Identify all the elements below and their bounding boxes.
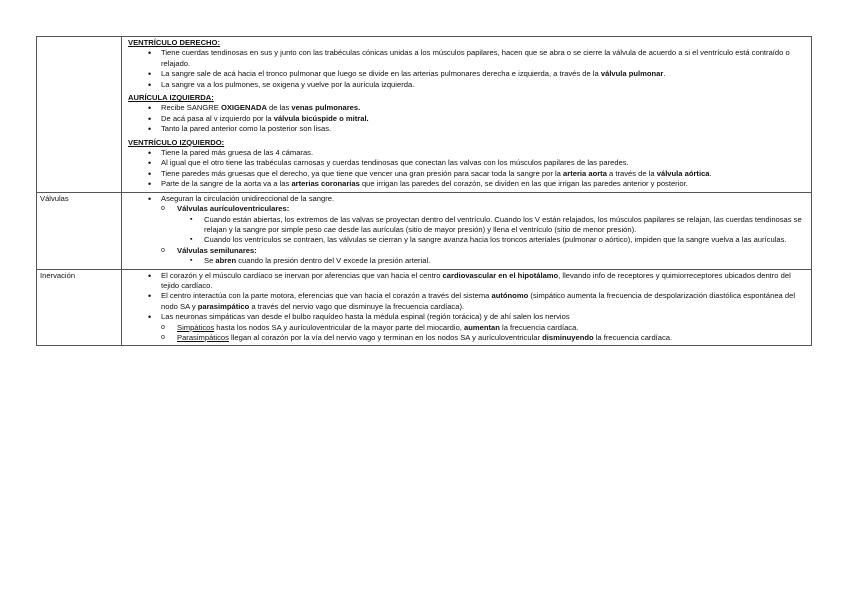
- text: Cuando los ventrículos se contraen, las válvulas se cierran y la sangre avanza hacia los troncos arteriales (pulmonar o aórtico), impiden que la sangre vuelva a las aurículas.: [204, 235, 787, 245]
- bold-text: parasimpático: [197, 301, 250, 311]
- text: hasta los nodos SA y aurículoventricular de la mayor parte del miocardio,: [214, 322, 465, 332]
- text: Se: [204, 256, 216, 266]
- bullet-list: [128, 103, 805, 113]
- bullet-list: [128, 80, 805, 90]
- text: , llevando info de receptores y quimiorreceptores ubicados dentro del tejido cardíaco.: [161, 270, 791, 290]
- bullet-list: [128, 48, 805, 69]
- bold-text: venas pulmonares.: [291, 103, 361, 113]
- bold-text: válvula pulmonar: [600, 69, 664, 79]
- text: Tiene cuerdas tendinosas en sus y junto con las trabéculas cónicas unidas a los músculos papilares, hacen que se abra o se cierre la válvula de acuerdo a si el ventrículo está contraído o relajado.: [161, 48, 790, 68]
- text: que irrigan las paredes del corazón, se dividen en las que irrigan las paredes anterior y posterior.: [359, 179, 688, 189]
- list-item: [128, 148, 805, 158]
- list-item: [128, 194, 805, 204]
- bullet-list: [128, 323, 805, 333]
- list-item: [128, 256, 805, 266]
- bullet-list: [128, 246, 805, 256]
- table-row: [37, 269, 812, 346]
- text: Parte de la sangre de la aorta va a las: [161, 179, 292, 189]
- bullet-list: [128, 194, 805, 204]
- bullet-list: [128, 204, 805, 214]
- bullet-list: [128, 169, 805, 179]
- notes-table: [36, 36, 812, 346]
- bold-text: OXIGENADA: [220, 103, 267, 113]
- section-title: VENTRÍCULO DERECHO:: [128, 38, 220, 47]
- list-item: [128, 246, 805, 256]
- bullet-list: [128, 215, 805, 236]
- list-item: [128, 271, 805, 292]
- list-item: [128, 158, 805, 168]
- bold-text: Válvulas aurículoventriculares:: [177, 204, 290, 214]
- list-item: [128, 103, 805, 113]
- list-item: [128, 179, 805, 189]
- list-item: [128, 323, 805, 333]
- bullet-list: [128, 333, 805, 343]
- bold-text: arterias coronarias: [291, 179, 360, 189]
- bold-text: cardiovascular en el hipotálamo: [442, 270, 559, 280]
- underlined-text: Simpáticos: [177, 322, 215, 332]
- text: la frecuencia cardíaca.: [593, 332, 673, 342]
- bullet-list: [128, 179, 805, 189]
- row-content: [122, 269, 812, 346]
- text: .: [709, 168, 712, 178]
- text: Tiene paredes más gruesas que el derecho, ya que tiene que vencer una gran presión para sacar toda la sangre por la: [161, 168, 564, 178]
- bold-text: arteria aorta: [563, 168, 607, 178]
- list-item: [128, 80, 805, 90]
- table-row: [37, 37, 812, 193]
- bullet-list: [128, 124, 805, 134]
- table-row: [37, 192, 812, 269]
- section-title: VENTRÍCULO IZQUIERDO:: [128, 137, 225, 147]
- bold-text: válvula aórtica: [656, 168, 710, 178]
- text: Recibe SANGRE: [161, 103, 221, 113]
- text: llegan al corazón por la vía del nervio vago y terminan en los nodos SA y aurículoventricular: [228, 332, 543, 342]
- bold-text: válvula bicúspide o mitral.: [273, 113, 369, 123]
- row-label: [37, 37, 122, 193]
- list-item: [128, 124, 805, 134]
- table-body: [37, 37, 812, 346]
- text: El centro interactúa con la parte motora, eferencias que van hacia el corazón a través del sistema: [161, 291, 492, 301]
- text: Tiene la pared más gruesa de las 4 cámaras.: [161, 148, 314, 158]
- bold-text: aumentan: [464, 322, 500, 332]
- bullet-list: [128, 148, 805, 158]
- bullet-list: [128, 291, 805, 312]
- text: La sangre va a los pulmones, se oxigena y vuelve por la aurícula izquierda.: [161, 79, 415, 89]
- document-page: [36, 36, 812, 346]
- bullet-list: [128, 271, 805, 292]
- bullet-list: [128, 69, 805, 79]
- bold-text: autónomo: [491, 291, 529, 301]
- list-item: [128, 69, 805, 79]
- list-item: [128, 235, 805, 245]
- row-label: Inervación: [37, 269, 122, 346]
- text: (simpático aumenta la frecuencia de despolarización diastólica espontánea del nodo SA y: [161, 291, 796, 311]
- text: De acá pasa al v izquierdo por la: [161, 113, 274, 123]
- text: la frecuencia cardíaca.: [499, 322, 579, 332]
- list-item: [128, 204, 805, 214]
- bold-text: abren: [215, 256, 237, 266]
- text: a través de la: [606, 168, 657, 178]
- list-item: [128, 169, 805, 179]
- bullet-list: [128, 158, 805, 168]
- bullet-list: [128, 114, 805, 124]
- text: de las: [266, 103, 292, 113]
- text: cuando la presión dentro del V excede la presión arterial.: [236, 256, 431, 266]
- row-content: [122, 37, 812, 193]
- list-item: [128, 114, 805, 124]
- text: Tanto la pared anterior como la posterior son lisas.: [161, 124, 332, 134]
- text: Cuando están abiertas, los extremos de las valvas se proyectan dentro del ventrículo. Cuando los V están relajados, los músculos papilares se relajan, las cuerdas tendinosas se relajan y la sangre por simple peso cae desde las aurículas (sitio de mayor presión) y llena el ventrículo (sitio de menor presión).: [204, 214, 802, 234]
- bullet-list: [128, 256, 805, 266]
- list-item: [128, 215, 805, 236]
- bold-text: Válvulas semilunares:: [177, 245, 257, 255]
- text: Las neuronas simpáticas van desde el bulbo raquídeo hasta la médula espinal (región torácica) y de ahí salen los nervios: [161, 312, 570, 322]
- list-item: [128, 291, 805, 312]
- bold-text: disminuyendo: [542, 332, 594, 342]
- text: La sangre sale de acá hacia el tronco pulmonar que luego se divide en las arterias pulmonares derecha e izquierda, a través de la: [161, 69, 601, 79]
- list-item: [128, 312, 805, 322]
- row-label: Válvulas: [37, 192, 122, 269]
- text: .: [663, 69, 666, 79]
- section-title: AURÍCULA IZQUIERDA:: [128, 93, 214, 103]
- text: a través del nervio vago que disminuye la frecuencia cardíaca).: [249, 301, 465, 311]
- text: Al igual que el otro tiene las trabéculas carnosas y cuerdas tendinosas que conectan las valvas con los músculos papilares de las paredes.: [161, 158, 629, 168]
- underlined-text: Parasimpáticos: [177, 332, 229, 342]
- list-item: [128, 48, 805, 69]
- bullet-list: [128, 235, 805, 245]
- bullet-list: [128, 312, 805, 322]
- list-item: [128, 333, 805, 343]
- text: Aseguran la circulación unidireccional de la sangre.: [161, 193, 335, 203]
- text: El corazón y el músculo cardíaco se inervan por aferencias que van hacia el centro: [161, 270, 443, 280]
- row-content: [122, 192, 812, 269]
